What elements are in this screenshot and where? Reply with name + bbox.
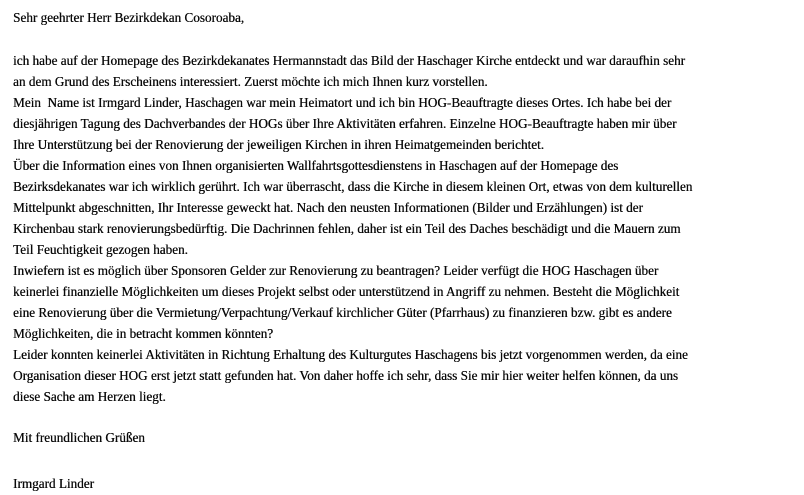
body-line: Leider konnten keinerlei Aktivitäten in Richtung Erhaltung des Kulturgutes Haschagens bis jetzt vorgenommen werden, da eine [13, 347, 688, 362]
body-line: diesjährigen Tagung des Dachverbandes der HOGs über Ihre Aktivitäten erfahren. Einzelne HOG-Beauftragte haben mir über [13, 116, 677, 131]
body-line: Inwiefern ist es möglich über Sponsoren Gelder zur Renovierung zu beantragen? Leider verfügt die HOG Haschagen über [13, 263, 659, 278]
body-line: Organisation dieser HOG erst jetzt statt gefunden hat. Von daher hoffe ich sehr, dass Sie mir hier weiter helfen können, da uns [13, 368, 679, 383]
body-line: Bezirksdekanates war ich wirklich gerührt. Ich war überrascht, dass die Kirche in diesem kleinen Ort, etwas von dem kulturellen [13, 179, 693, 194]
body-line: Möglichkeiten, die in betracht kommen könnten? [13, 326, 274, 341]
body-line: an dem Grund des Erscheinens interessiert. Zuerst möchte ich mich Ihnen kurz vorstellen. [13, 74, 488, 89]
closing: Mit freundlichen Grüßen [13, 430, 145, 445]
salutation: Sehr geehrter Herr Bezirkdekan Cosoroaba, [13, 10, 245, 25]
body-line: Ihre Unterstützung bei der Renovierung der jeweiligen Kirchen in ihren Heimatgemeinden berichtet. [13, 137, 544, 152]
body-line: ich habe auf der Homepage des Bezirkdekanates Hermannstadt das Bild der Haschager Kirche entdeckt und war daraufhin sehr [13, 53, 685, 68]
body-line: keinerlei finanzielle Möglichkeiten um dieses Projekt selbst oder unterstützend in Angriff zu nehmen. Besteht die Möglichkeit [13, 284, 680, 299]
body-line: Mein Name ist Irmgard Linder, Haschagen war mein Heimatort und ich bin HOG-Beauftragte dieses Ortes. Ich habe bei der [13, 95, 672, 110]
body-line: Mittelpunkt abgeschnitten, Ihr Interesse geweckt hat. Nach den neusten Informationen (Bilder und Erzählungen) ist der [13, 200, 643, 215]
signature: Irmgard Linder [13, 476, 94, 491]
letter-body [13, 50, 798, 407]
body-line: diese Sache am Herzen liegt. [13, 389, 166, 404]
body-line: Über die Information eines von Ihnen organisierten Wallfahrtsgottesdienstens in Haschagen auf der Homepage des [13, 158, 619, 173]
body-line: Teil Feuchtigkeit gezogen haben. [13, 242, 188, 257]
body-line: Kirchenbau stark renovierungsbedürftig. Die Dachrinnen fehlen, daher ist ein Teil des Daches beschädigt und die Mauern zum [13, 221, 681, 236]
body-line: eine Renovierung über die Vermietung/Verpachtung/Verkauf kirchlicher Güter (Pfarrhaus) zu finanzieren bzw. gibt es andere [13, 305, 672, 320]
